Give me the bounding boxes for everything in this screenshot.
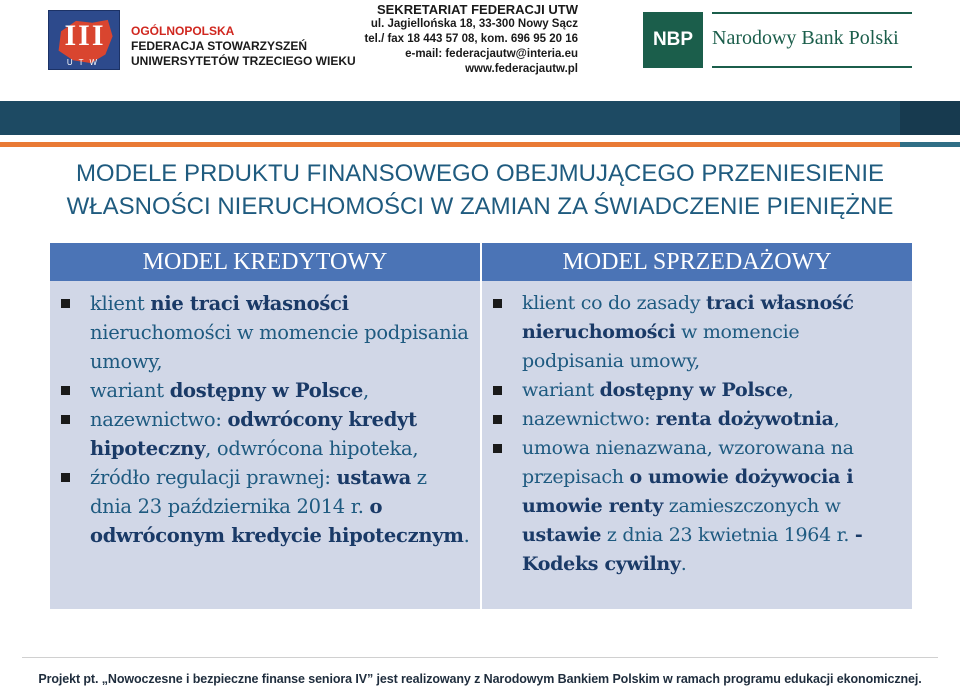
contact-www: www.federacjautw.pl (465, 63, 578, 75)
footer-divider (22, 657, 938, 658)
item-emphasis: renta dożywotnia (655, 408, 834, 430)
contact-email: e-mail: federacjautw@interia.eu (405, 48, 578, 60)
item-text: z dnia 23 kwietnia 1964 r. (601, 524, 855, 546)
column-body-sale (482, 281, 912, 579)
column-heading-sale: MODEL SPRZEDAŻOWY (482, 243, 912, 281)
square-bullet-icon (61, 473, 70, 482)
item-emphasis: ustawa (336, 466, 411, 489)
item-emphasis: dostępny w Polsce (599, 379, 788, 401)
org-name-line1: OGÓLNOPOLSKA (131, 24, 235, 38)
item-text: z dnia 23 października 2014 r. (90, 466, 427, 518)
square-bullet-icon (493, 386, 502, 395)
header-band (0, 101, 960, 135)
square-bullet-icon (61, 415, 70, 424)
item-text: . (680, 553, 687, 575)
contact-block (330, 2, 578, 77)
item-text: nazewnictwo: (90, 408, 228, 431)
list-item (522, 376, 906, 405)
slide-title-line1: MODELE PRDUKTU FINANSOWEGO OBEJMUJĄCEGO PRZENIESIENIE (75, 160, 885, 187)
contact-title: SEKRETARIAT FEDERACJI UTW (376, 2, 578, 17)
item-emphasis: nie traci własności (150, 292, 349, 315)
teal-stripe (900, 142, 960, 147)
column-credit-model (50, 243, 480, 609)
nbp-name: Narodowy Bank Polski (712, 27, 899, 49)
column-heading-credit: MODEL KREDYTOWY (50, 243, 480, 281)
item-emphasis: ustawie (522, 524, 602, 546)
list-item (90, 405, 472, 463)
contact-phone: tel./ fax 18 443 57 08, kom. 696 95 20 16 (364, 33, 578, 45)
item-emphasis: o umowie dożywocia i umowie renty (522, 466, 854, 517)
org-name (131, 24, 356, 69)
list-item (90, 376, 472, 405)
item-text: wariant (522, 379, 600, 401)
list-item (90, 463, 472, 550)
square-bullet-icon (61, 386, 70, 395)
nbp-divider-bottom (712, 66, 912, 68)
list-item (522, 405, 906, 434)
item-text: nieruchomości w momencie podpisania umowy, (90, 321, 469, 373)
item-text: klient (90, 292, 151, 315)
list-item (522, 434, 906, 579)
contact-address: ul. Jagiellońska 18, 33-300 Nowy Sącz (370, 18, 578, 30)
item-emphasis: - Kodeks cywilny (522, 524, 863, 575)
nbp-logo: NBP (643, 12, 703, 68)
item-text: , (787, 379, 794, 401)
item-text: , (833, 408, 840, 430)
header-band-accent (900, 101, 960, 135)
org-name-line2: FEDERACJA STOWARZYSZEŃ (131, 39, 308, 53)
footer-text: Projekt pt. „Nowoczesne i bezpieczne finanse seniora IV” jest realizowany z Narodowym Bankiem Polskim w ramach programu edukacji ekonomicznej. (38, 672, 922, 686)
square-bullet-icon (61, 299, 70, 308)
square-bullet-icon (493, 415, 502, 424)
square-bullet-icon (493, 444, 502, 453)
utw-logo (48, 10, 120, 70)
page-header (0, 0, 960, 100)
column-sale-model (482, 243, 912, 609)
square-bullet-icon (493, 299, 502, 308)
item-text: umowa nienazwana, wzorowana na przepisach (522, 437, 854, 488)
slide-title-line2: WŁASNOŚCI NIERUCHOMOŚCI W ZAMIAN ZA ŚWIADCZENIE PIENIĘŻNE (66, 193, 894, 220)
list-item (522, 289, 906, 376)
item-emphasis: dostępny w Polsce (169, 379, 363, 402)
orange-stripe (0, 142, 900, 147)
list-item (90, 289, 472, 376)
item-text: zamieszczonych w (663, 495, 841, 517)
nbp-divider-top (712, 12, 912, 14)
utw-logo-abbr: UTW (66, 58, 104, 67)
item-text: , odwrócona hipoteka, (205, 437, 419, 460)
item-text: w momencie podpisania umowy, (522, 321, 800, 372)
column-body-credit (50, 281, 480, 550)
item-emphasis: traci własność nieruchomości (522, 292, 854, 343)
utw-logo-roman: III (64, 19, 106, 52)
item-text: nazewnictwo: (522, 408, 656, 430)
org-name-line3: UNIWERSYTETÓW TRZECIEGO WIEKU (131, 54, 356, 68)
item-text: , (362, 379, 369, 402)
item-text: wariant (90, 379, 170, 402)
item-emphasis: o odwróconym kredycie hipotecznym (90, 495, 464, 547)
item-text: klient co do zasady (522, 292, 706, 314)
item-emphasis: odwrócony kredyt hipoteczny (90, 408, 417, 460)
item-text: . (463, 524, 470, 547)
item-text: źródło regulacji prawnej: (90, 466, 337, 489)
